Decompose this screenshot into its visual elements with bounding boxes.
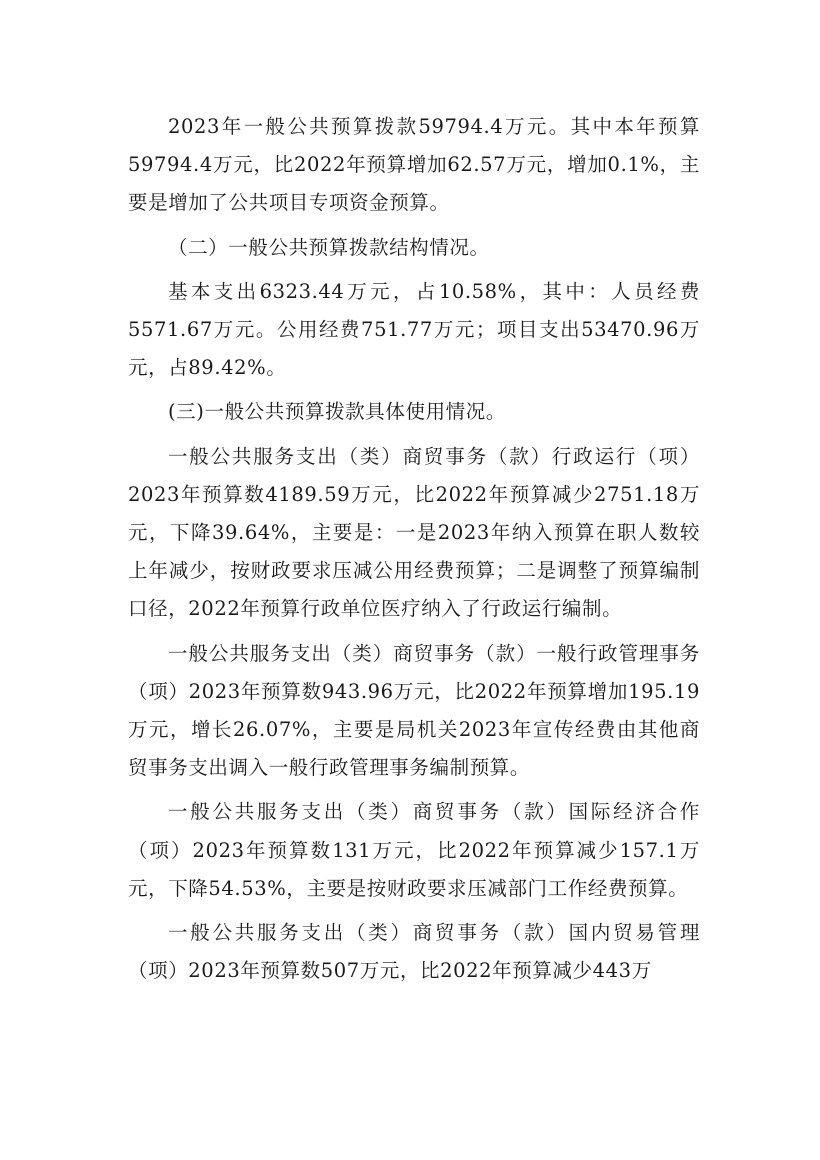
document-body: [128, 108, 700, 990]
section-heading-usage: (三)一般公共预算拨款具体使用情况。: [167, 400, 506, 424]
paragraph-international-cooperation: 一般公共服务支出（类）商贸事务（款）国际经济合作（项）2023年预算数131万元，比2022年预算减少157.1万元，下降54.53%，主要是按财政要求压减部门工作经费预算。: [128, 800, 700, 900]
paragraph-structure: 基本支出6323.44万元，占10.58%，其中：人员经费5571.67万元。公用经费751.77万元；项目支出53470.96万元，占89.42%。: [128, 279, 700, 380]
section-heading-structure: （二）一般公共预算拨款结构情况。: [167, 235, 490, 259]
paragraph-administrative-operation: 一般公共服务支出（类）商贸事务（款）行政运行（项）2023年预算数4189.59万元，比2022年预算减少2751.18万元，下降39.64%，主要是：一是2023年纳入预算在职人数较上年减少，按财政要求压减公用经费预算；二是调整了预算编制口径，2022年预算行政单位医疗纳入了行政运行编制。: [128, 444, 700, 621]
paragraph-budget-total: 2023年一般公共预算拨款59794.4万元。其中本年预算59794.4万元，比2022年预算增加62.57万元，增加0.1%，主要是增加了公共项目专项资金预算。: [128, 115, 700, 215]
paragraph-domestic-trade: 一般公共服务支出（类）商贸事务（款）国内贸易管理（项）2023年预算数507万元，比2022年预算减少443万: [128, 921, 700, 983]
paragraph-general-administration: 一般公共服务支出（类）商贸事务（款）一般行政管理事务（项）2023年预算数943.96万元，比2022年预算增加195.19万元，增长26.07%，主要是局机关2023年宣传经费由其他商贸事务支出调入一般行政管理事务编制预算。: [128, 641, 700, 780]
